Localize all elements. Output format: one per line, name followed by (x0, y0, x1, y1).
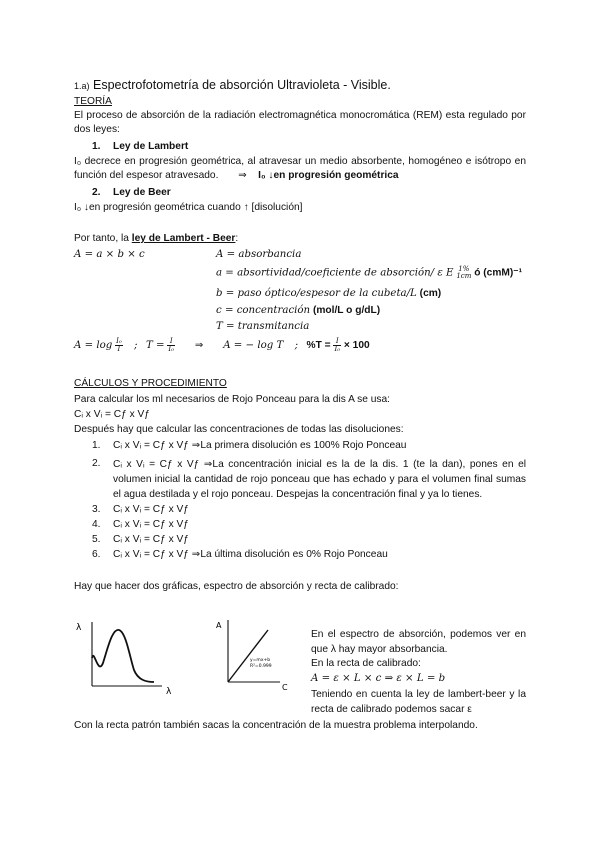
eq3: A = − log T (223, 340, 284, 351)
eq-separator-2: ; (294, 340, 299, 351)
def-b (216, 287, 441, 300)
def-a-sup: 1% (458, 265, 470, 273)
side-p2-formula: A = ε × L × c ⇒ ε × L = b (311, 673, 446, 684)
def-c (216, 304, 380, 317)
def-b-text: b = paso óptico/espesor de la cubeta/L (216, 288, 417, 299)
g2-y-label: A (216, 621, 222, 630)
graphs-intro: Hay que hacer dos gráficas, espectro de absorción y recta de calibrado: (74, 581, 399, 592)
item-number: 6. (92, 549, 101, 560)
eq1-left: A = log (74, 340, 113, 351)
item-text: Cᵢ x Vᵢ = Cƒ x Vƒ ⇒La concentración inicial es la de la dis. 1 (te la dan), pones en el volumen inicial la cantidad de rojo ponceau que has echado y para el volumen final sumas el agua destilada y el rojo ponceau. Despejas la concentración final y ya lo tienes. (113, 459, 526, 500)
lb-link: ley de Lambert - Beer (131, 233, 236, 244)
teoria-intro: El proceso de absorción de la radiación electromagnética monocromática (REM) esta regulado por dos leyes: (74, 110, 526, 135)
item-number: 5. (92, 534, 101, 545)
eq2-den: I₀ (168, 344, 174, 353)
item-number: 1. (92, 440, 101, 451)
law1-number: 1. (92, 141, 101, 152)
calculos-heading: CÁLCULOS Y PROCEDIMIENTO (74, 378, 227, 389)
item-number: 3. (92, 504, 101, 515)
item-number: 2. (92, 458, 101, 469)
g2-x-label: C (282, 683, 288, 692)
def-c-text: c = concentración (216, 305, 311, 316)
calculos-intro: Para calcular los ml necesarios de Rojo Ponceau para la dis A se usa: (74, 394, 390, 405)
lb-formula: A = a × b × c (74, 249, 145, 260)
side-p3: Teniendo en cuenta la ley de lambert-beer y la recta de calibrado podemos sacar ε (311, 689, 526, 715)
item-text: Cᵢ x Vᵢ = Cƒ x Vƒ (113, 534, 189, 545)
item-text: Cᵢ x Vᵢ = Cƒ x Vƒ ⇒La última disolución es 0% Rojo Ponceau (113, 549, 388, 560)
section-number: 1.a) (74, 81, 90, 91)
absorption-spectrum-graph (70, 618, 185, 698)
calibration-graph (210, 616, 300, 696)
def-a-index (456, 266, 471, 280)
item-text: Cᵢ x Vᵢ = Cƒ x Vƒ (113, 504, 189, 515)
def-A: A = absorbancia (216, 249, 302, 260)
item-text: Cᵢ x Vᵢ = Cƒ x Vƒ (113, 519, 189, 530)
def-a-text: a = absortividad/coeficiente de absorción/ ε E (216, 267, 454, 279)
closing-text: Con la recta patrón también sacas la concentración de la muestra problema interpolando. (74, 720, 478, 731)
def-a (216, 266, 522, 280)
side-p1: En el espectro de absorción, podemos ver en que λ hay mayor absorbancia. (311, 629, 526, 655)
law1-text (74, 155, 526, 183)
def-b-unit: (cm) (419, 288, 442, 299)
law2-text: I₀ ↓en progresión geométrica cuando ↑ [disolución] (74, 202, 303, 213)
item-text: Cᵢ x Vᵢ = Cƒ x Vƒ ⇒La primera disolución es 100% Rojo Ponceau (113, 440, 407, 451)
g1-y-label: λ (76, 623, 82, 633)
law1-name: Ley de Lambert (113, 141, 189, 152)
eq-arrow: ⇒ (194, 340, 204, 351)
law1-description: I₀ decrece en progresión geométrica, al atravesar un medio absorbente, homogéneo e isótropo en función del espesor atravesado. (74, 156, 526, 181)
law2-number: 2. (92, 187, 101, 198)
eq2-left: T = (145, 340, 165, 351)
def-a-sub: 1cm (456, 272, 472, 280)
g2-equation: y=mx+b (250, 658, 271, 663)
def-a-unit: ó (cmM)⁻¹ (474, 267, 523, 279)
section-title-text: Espectrofotometría de absorción Ultravioleta - Visible. (93, 78, 391, 92)
eq4-left: %T = (306, 340, 331, 351)
calculos-formula: Cᵢ x Vᵢ = Cƒ x Vƒ (74, 409, 150, 420)
side-p2: En la recta de calibrado: (311, 658, 421, 669)
eq-separator-1: ; (134, 340, 138, 351)
g1-x-label: λ (166, 687, 172, 697)
eq1-num: I₀ (116, 336, 122, 345)
law2-name: Ley de Beer (113, 187, 171, 198)
eq4-right: × 100 (343, 340, 370, 351)
section-title (74, 79, 391, 93)
law1-result: I₀ ↓en progresión geométrica (258, 170, 399, 181)
eq4-fraction (333, 338, 341, 353)
calculos-intro2: Después hay que calcular las concentraciones de todas las disoluciones: (74, 424, 404, 435)
g2-r-squared: R²=0.999 (250, 664, 272, 669)
lambert-beer-intro (74, 232, 238, 245)
def-c-unit: (mol/L o g/dL) (312, 305, 381, 316)
eq2-fraction (167, 338, 175, 353)
eq4-num: I (333, 338, 341, 346)
teoria-heading: TEORÍA (74, 96, 112, 107)
item-number: 4. (92, 519, 101, 530)
def-T: T = transmitancia (216, 321, 310, 332)
law1-arrow: ⇒ (238, 170, 247, 181)
lb-suffix: : (235, 233, 239, 244)
g1-spectrum-curve (92, 630, 154, 682)
g2-calibration-line (228, 630, 271, 682)
equation-row (74, 337, 370, 355)
eq1-den: I (117, 344, 121, 353)
eq2-num: I (167, 338, 175, 346)
eq1-fraction (115, 338, 123, 353)
lb-prefix: Por tanto, la (74, 233, 132, 244)
eq4-den: I₀ (334, 344, 341, 353)
